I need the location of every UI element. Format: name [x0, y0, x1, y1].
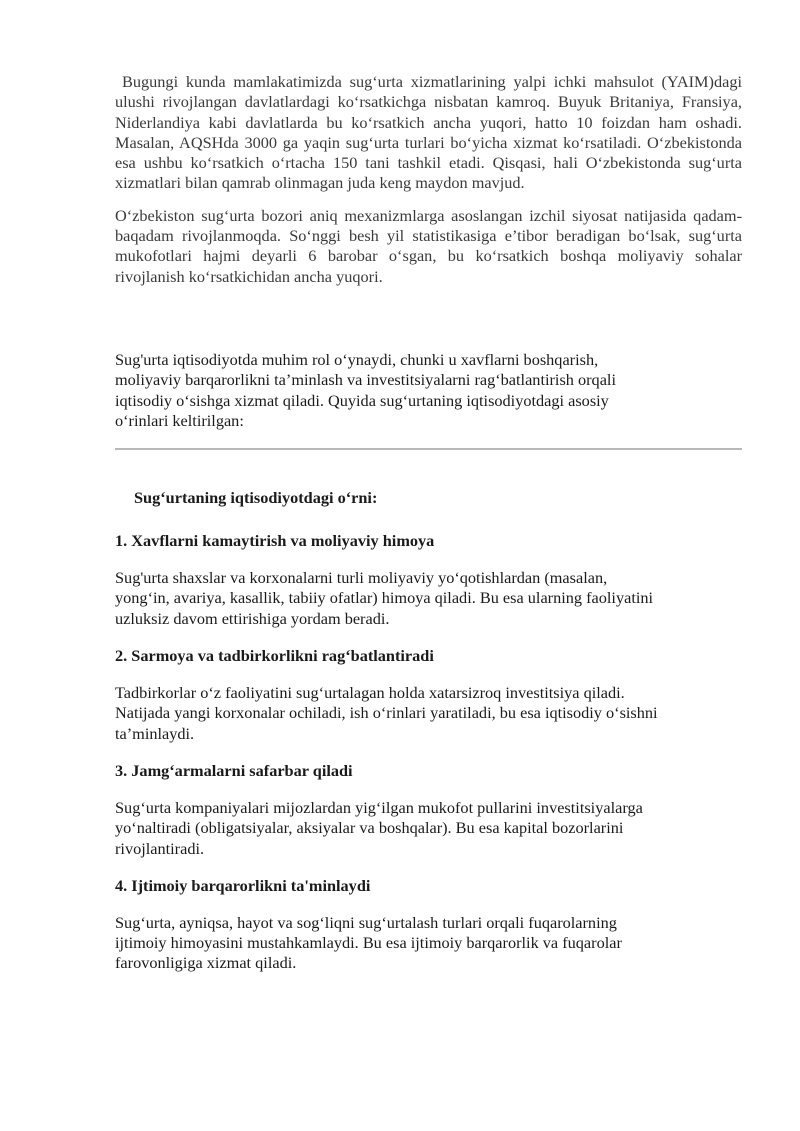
intro-line: iqtisodiy o‘sishga xizmat qiladi. Quyida sug‘urtaning iqtisodiyotdagi asosiy [115, 390, 609, 410]
section-title: Sug‘urtaning iqtisodiyotdagi o‘rni: [134, 488, 378, 508]
item-body-1 [115, 568, 742, 629]
paragraph-insurance-market: O‘zbekiston sug‘urta bozori aniq mexanizmlarga asoslangan izchil siyosat natijasida qadam-baqadam rivojlanmoqda. So‘nggi besh yil statistikasiga e’tibor beradigan bo‘lsak, sug‘urta mukofotlari hajmi deyarli 6 barobar o‘sgan, bu ko‘rsatkich boshqa moliyaviy sohalar rivojlanish ko‘rsatkichidan ancha yuqori. [115, 205, 742, 286]
paragraph-yaim-share: Bugungi kunda mamlakatimizda sug‘urta xizmatlarining yalpi ichki mahsulot (YAIM)dagi ulushi rivojlangan davlatlardagi ko‘rsatkichga nisbatan kamroq. Buyuk Britaniya, Fransiya, Niderlandiya kabi davlatlarda bu ko‘rsatkich ancha yuqori, hatto 10 foizdan ham oshadi. Masalan, AQSHda 3000 ga yaqin sug‘urta turlari bo‘yicha xizmat ko‘rsatiladi. O‘zbekistonda esa ushbu ko‘rsatkich o‘rtacha 150 tani tashkil etadi. Qisqasi, hali O‘zbekistonda sug‘urta xizmatlari bilan qamrab olinmagan juda keng maydon mavjud. [115, 72, 742, 193]
body-line: Sug‘urta, ayniqsa, hayot va sog‘liqni sug‘urtalash turlari orqali fuqarolarning [115, 912, 617, 932]
body-line: Tadbirkorlar o‘z faoliyatini sug‘urtalagan holda xatarsizroq investitsiya qiladi. [115, 683, 625, 703]
item-heading-1: 1. Xavflarni kamaytirish va moliyaviy himoya [115, 531, 435, 551]
body-line: farovonligiga xizmat qiladi. [115, 953, 297, 973]
horizontal-divider [115, 448, 742, 450]
intro-line: moliyaviy barqarorlikni ta’minlash va investitsiyalarni rag‘batlantirish orqali [115, 370, 616, 390]
intro-line: o‘rinlari keltirilgan: [115, 410, 244, 430]
body-line: ijtimoiy himoyasini mustahkamlaydi. Bu esa ijtimoiy barqarorlik va fuqarolar [115, 933, 622, 953]
item-body-4 [115, 913, 742, 974]
intro-paragraph [115, 350, 742, 431]
body-line: yong‘in, avariya, kasallik, tabiiy ofatlar) himoya qiladi. Bu esa ularning faoliyatini [115, 588, 654, 608]
body-line: ta’minlaydi. [115, 723, 195, 743]
body-line: Sug'urta shaxslar va korxonalarni turli moliyaviy yo‘qotishlardan (masalan, [115, 568, 608, 588]
intro-line: Sug'urta iqtisodiyotda muhim rol o‘ynaydi, chunki u xavflarni boshqarish, [115, 349, 599, 369]
body-line: uzluksiz davom ettirishiga yordam beradi. [115, 608, 390, 628]
item-body-2 [115, 683, 742, 744]
body-line: Sug‘urta kompaniyalari mijozlardan yig‘ilgan mukofot pullarini investitsiyalarga [115, 797, 643, 817]
body-line: Natijada yangi korxonalar ochiladi, ish o‘rinlari yaratiladi, bu esa iqtisodiy o‘sishni [115, 703, 658, 723]
item-heading-2: 2. Sarmoya va tadbirkorlikni rag‘batlantiradi [115, 646, 434, 666]
item-body-3 [115, 798, 742, 859]
document-page [115, 72, 742, 974]
body-line: yo‘naltiradi (obligatsiyalar, aksiyalar va boshqalar). Bu esa kapital bozorlarini [115, 818, 624, 838]
item-heading-3: 3. Jamg‘armalarni safarbar qiladi [115, 760, 353, 780]
item-heading-4: 4. Ijtimoiy barqarorlikni ta'minlaydi [115, 875, 371, 895]
body-line: rivojlantiradi. [115, 838, 205, 858]
